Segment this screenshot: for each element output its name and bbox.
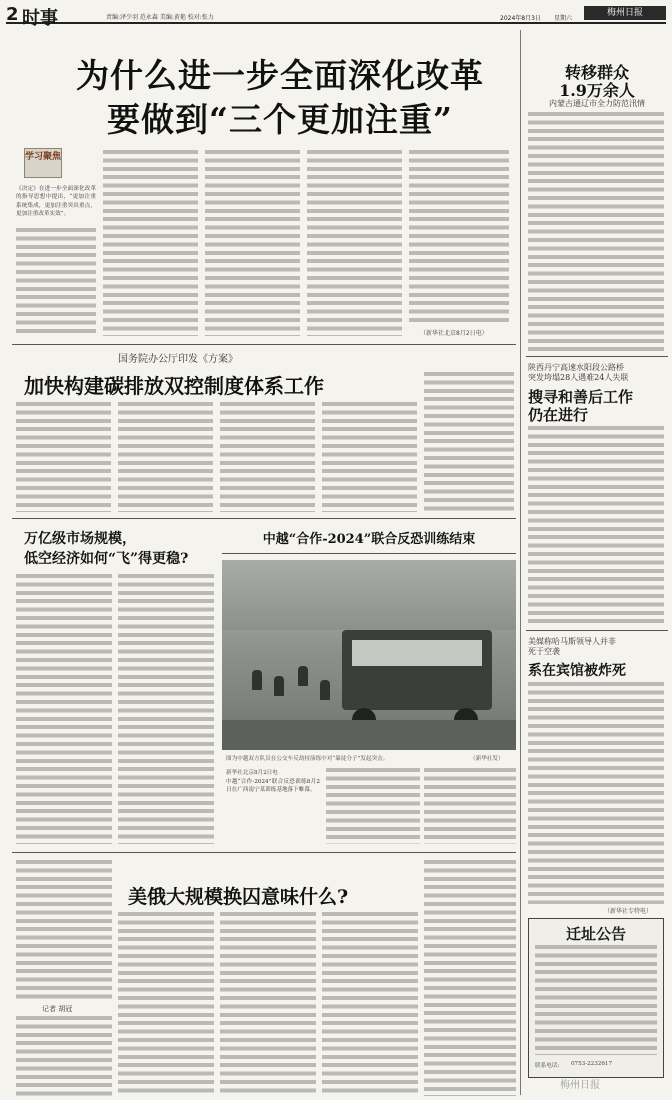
notice-phone: 0753-2232617 bbox=[571, 1061, 613, 1067]
carbon-divider-bottom bbox=[12, 518, 516, 519]
economy-col-continued bbox=[16, 860, 112, 1000]
drill-col-2 bbox=[326, 768, 420, 844]
right-column-divider bbox=[520, 30, 521, 1095]
drill-dateline: 新华社北京8月2日电 bbox=[226, 770, 278, 776]
column-tag-label: 学习聚焦 bbox=[25, 152, 62, 162]
relocation-notice bbox=[528, 918, 664, 1078]
economy-headline-line2: 低空经济如何“飞”得更稳? bbox=[24, 551, 189, 567]
drill-photo bbox=[222, 560, 516, 750]
page-number: 2 bbox=[6, 4, 19, 25]
photo-sky bbox=[222, 560, 516, 630]
carbon-divider-top bbox=[12, 344, 516, 345]
photo-soldier bbox=[298, 666, 308, 686]
masthead bbox=[6, 4, 666, 29]
notice-phone-label: 联系电话: bbox=[535, 1063, 560, 1069]
column-tag bbox=[24, 148, 62, 178]
side3-subheadline: 美媒称哈马斯领导人并非 bbox=[528, 637, 616, 646]
drill-col-3 bbox=[424, 768, 516, 844]
lead-body-col-3 bbox=[205, 150, 300, 336]
carbon-headline: 加快构建碳排放双控制度体系工作 bbox=[24, 374, 324, 398]
photo-bus-windows bbox=[352, 640, 482, 666]
prisoner-col-4 bbox=[322, 912, 418, 1096]
carbon-kicker: 国务院办公厅印发《方案》 bbox=[118, 354, 238, 365]
side2-headline-line1: 搜寻和善后工作 bbox=[528, 388, 634, 406]
side3-credit: （新华社专特电） bbox=[604, 908, 653, 915]
drill-photo-caption: 图为中越双方队员在公交车反劫持演练中对“暴徒分子”发起突击。 bbox=[226, 756, 389, 762]
prisoner-col-5 bbox=[424, 860, 516, 1096]
lead-body-col-2 bbox=[103, 150, 198, 336]
economy-headline-line1: 万亿级市场规模， bbox=[24, 531, 136, 547]
photo-soldier bbox=[274, 676, 284, 696]
side3-subheadline-line2: 死于空袭 bbox=[528, 647, 560, 656]
photo-ground bbox=[222, 720, 516, 750]
carbon-col-2 bbox=[118, 402, 213, 512]
side2-body bbox=[528, 426, 664, 626]
photo-soldier bbox=[252, 670, 262, 690]
side1-headline-line1: 转移群众 bbox=[564, 63, 629, 82]
side1-subheadline: 内蒙古通辽市全力防范汛情 bbox=[549, 99, 645, 108]
side2-headline-line2: 仍在进行 bbox=[528, 406, 589, 424]
prisoner-col-2 bbox=[118, 912, 214, 1096]
side1-headline-line2: 1.9万余人 bbox=[559, 81, 635, 100]
lead-body-col-5 bbox=[409, 150, 509, 326]
drill-lead: 中越“合作-2024”联合反恐训练8月2日在广西南宁某训练基地落下帷幕。 bbox=[226, 779, 320, 794]
prisoner-divider-top bbox=[12, 852, 516, 853]
side3-body bbox=[528, 682, 664, 904]
drill-photo-credit: （新华社发） bbox=[470, 756, 504, 762]
section-title: 时事 bbox=[22, 8, 58, 29]
side2-subheadline-line2: 突发垮塌28人遇难24人失联 bbox=[528, 373, 629, 382]
prisoner-col-1 bbox=[16, 1016, 112, 1096]
side-divider-1 bbox=[526, 356, 668, 357]
carbon-col-3 bbox=[220, 402, 315, 512]
lead-credit: （新华社北京8月2日电） bbox=[420, 330, 488, 337]
lead-headline-line2: 要做到“三个更加注重” bbox=[107, 100, 453, 139]
side1-body bbox=[528, 112, 664, 352]
carbon-col-1 bbox=[16, 402, 111, 512]
lead-body-col-4 bbox=[307, 150, 402, 336]
staff-credits: 责编:泽少羽 范永森 美编:黄艳 校对:张力 bbox=[106, 14, 214, 21]
notice-body bbox=[535, 945, 657, 1055]
prisoner-col-3 bbox=[220, 912, 316, 1096]
drill-headline: 中越“合作-2024”联合反恐训练结束 bbox=[262, 532, 476, 547]
economy-col-1 bbox=[16, 574, 112, 844]
lead-intro: 《决定》在进一步全面深化改革的指导思想中提出，“更加注重系统集成，更加注重突出重点，更加注重改革实效”。 bbox=[16, 186, 96, 218]
side-divider-2 bbox=[526, 630, 668, 631]
issue-weekday: 星期六 bbox=[554, 15, 573, 22]
lead-headline-line1: 为什么进一步全面深化改革 bbox=[76, 56, 484, 95]
economy-col-2 bbox=[118, 574, 214, 844]
side3-headline: 系在宾馆被炸死 bbox=[528, 663, 626, 679]
issue-date: 2024年8月3日 bbox=[500, 15, 541, 22]
prisoner-byline: 记者 胡冠 bbox=[42, 1005, 73, 1013]
carbon-col-4 bbox=[322, 402, 417, 512]
prisoner-headline: 美俄大规模换囚意味什么? bbox=[128, 886, 349, 908]
side2-subheadline: 陕西丹宁高速水阳段公路桥 bbox=[528, 363, 624, 372]
notice-title: 迁址公告 bbox=[565, 925, 626, 943]
carbon-col-5 bbox=[424, 372, 514, 512]
drill-header bbox=[222, 528, 516, 554]
lead-body-col-1 bbox=[16, 228, 96, 336]
watermark: 梅州日报 bbox=[560, 1080, 600, 1091]
photo-soldier bbox=[320, 680, 330, 700]
paper-logo: 梅州日报 bbox=[584, 6, 666, 20]
